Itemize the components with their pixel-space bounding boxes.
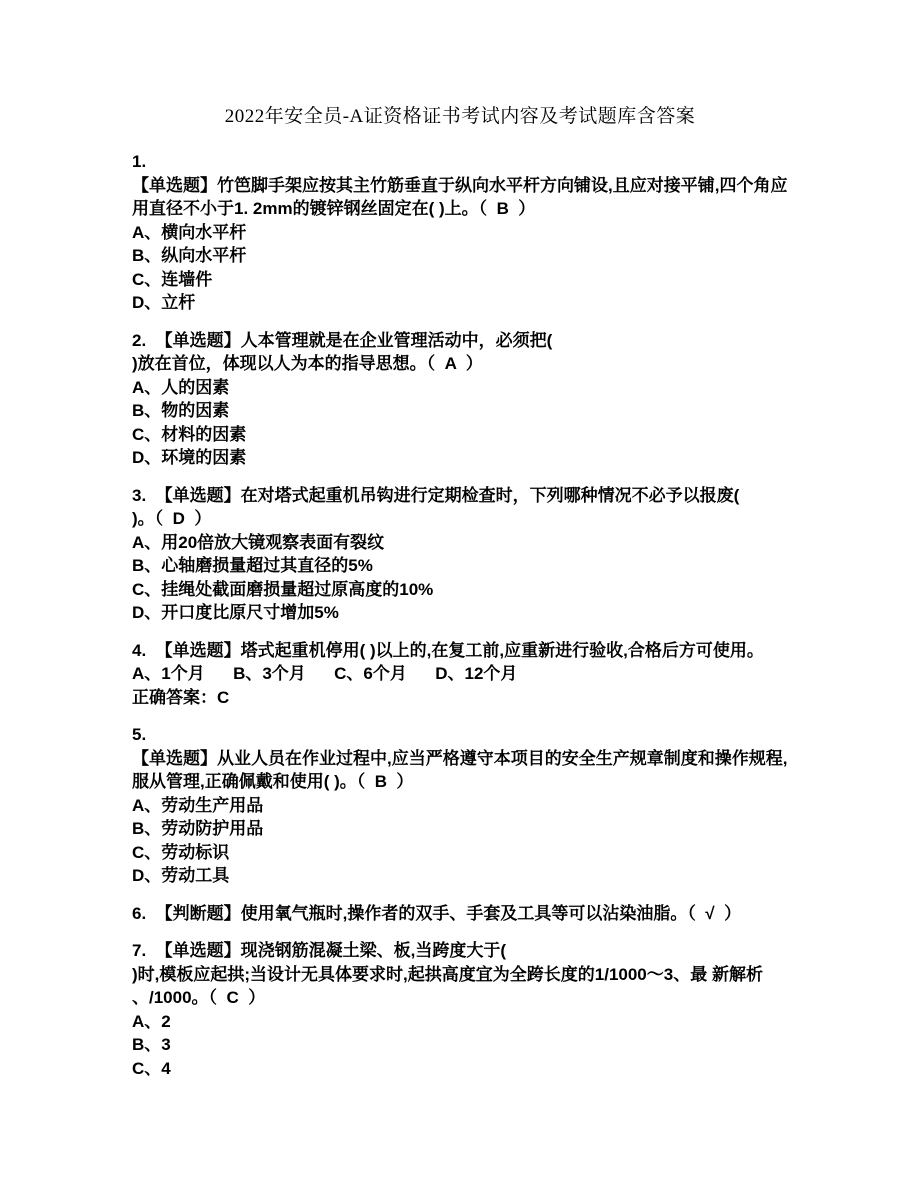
question-block: [132, 902, 820, 926]
question-line: A、劳动生产用品: [132, 795, 264, 815]
question-line: 用直径不小于1. 2mm的镀锌钢丝固定在( )上。（ B ）: [132, 199, 536, 218]
question-block: [132, 639, 820, 710]
question-line: D、环境的因素: [132, 448, 247, 467]
question-line: 正确答案：C: [132, 687, 230, 707]
question-line: B、心轴磨损量超过其直径的5%: [132, 556, 373, 575]
question-line: C、4: [132, 1058, 171, 1078]
question-block: [132, 150, 820, 315]
page-title: 2022年安全员-A证资格证书考试内容及考试题库含答案: [224, 106, 696, 127]
question-line: 服从管理,正确佩戴和使用( )。（ B ）: [132, 772, 414, 791]
question-line: C、材料的因素: [132, 424, 247, 444]
question-line: 2. 【单选题】人本管理就是在企业管理活动中，必须把(: [132, 330, 553, 350]
question-line: B、劳动防护用品: [132, 819, 264, 838]
question-line: 、/1000。（ C ）: [132, 988, 266, 1007]
question-line: C、挂绳处截面磨损量超过原高度的10%: [132, 579, 434, 599]
question-block: [132, 484, 820, 625]
question-line: C、连墙件: [132, 269, 213, 289]
question-line: A、用20倍放大镜观察表面有裂纹: [132, 532, 385, 552]
questions-list: [132, 150, 820, 1080]
question-line: B、纵向水平杆: [132, 246, 247, 265]
question-line: 5.: [132, 725, 147, 744]
question-line: B、3: [132, 1035, 171, 1054]
question-line: 3. 【单选题】在对塔式起重机吊钩进行定期检查时，下列哪种情况不必予以报废(: [132, 485, 740, 505]
question-line: A、横向水平杆: [132, 222, 247, 242]
question-line: 【单选题】从业人员在作业过程中,应当严格遵守本项目的安全生产规章制度和操作规程,: [132, 748, 788, 768]
question-line: 4. 【单选题】塔式起重机停用( )以上的,在复工前,应重新进行验收,合格后方可使用。: [132, 640, 764, 660]
question-line: C、劳动标识: [132, 842, 230, 862]
question-line: A、人的因素: [132, 377, 230, 397]
question-line: D、立杆: [132, 293, 196, 312]
question-line: D、开口度比原尺寸增加5%: [132, 603, 339, 622]
question-line: 【单选题】竹笆脚手架应按其主竹筋垂直于纵向水平杆方向铺设,且应对接平铺,四个角应: [132, 175, 788, 195]
question-block: [132, 723, 820, 888]
question-block: [132, 329, 820, 470]
question-block: [132, 939, 820, 1080]
question-line: 1.: [132, 152, 147, 171]
question-line: D、劳动工具: [132, 866, 230, 885]
question-line: 7. 【单选题】现浇钢筋混凝土梁、板,当跨度大于(: [132, 941, 507, 960]
question-line: A、2: [132, 1011, 171, 1031]
question-line: )。（ D ）: [132, 509, 212, 528]
question-line: )时,模板应起拱;当设计无具体要求时,起拱高度宜为全跨长度的1/1000～3、最 新解析: [132, 964, 763, 984]
question-line: 6. 【判断题】使用氧气瓶时,操作者的双手、手套及工具等可以沾染油脂。（ √ ）: [132, 903, 742, 923]
question-line: A、1个月 B、3个月 C、6个月 D、12个月: [132, 664, 518, 683]
question-line: )放在首位，体现以人为本的指导思想。（ A ）: [132, 354, 483, 373]
question-line: B、物的因素: [132, 401, 230, 420]
